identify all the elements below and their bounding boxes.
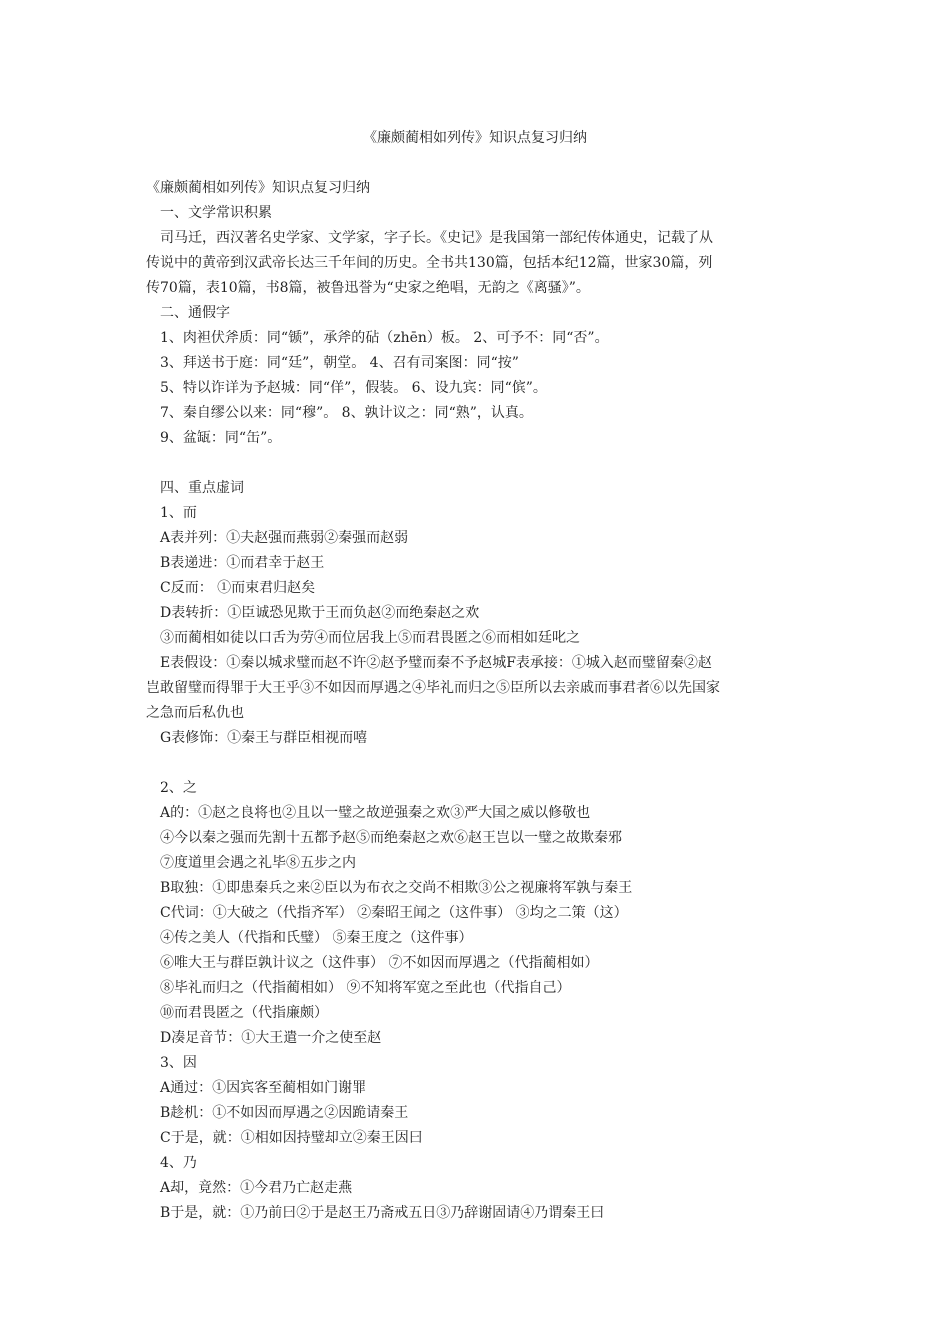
spacer [146, 751, 810, 776]
subsection-heading-er: 1、而 [160, 505, 197, 521]
list-item: C于是，就：①相如因持璧却立②秦王因曰 [160, 1130, 423, 1146]
section-heading-tongjiazi: 二、通假字 [160, 305, 230, 321]
section-heading-literary-knowledge: 一、文学常识积累 [160, 205, 272, 221]
list-item: C反而： ①而束君归赵矣 [160, 580, 316, 596]
list-item: A通过：①因宾客至蔺相如门谢罪 [160, 1080, 367, 1096]
list-item: 1、肉袒伏斧质：同“锧”，承斧的砧（zhēn）板。 2、可予不：同“否”。 [160, 330, 609, 346]
list-item: D表转折：①臣诚恐见欺于王而负赵②而绝秦赵之欢 [160, 605, 480, 621]
list-item: B取独：①即患秦兵之来②臣以为布衣之交尚不相欺③公之视廉将军孰与秦王 [160, 880, 633, 896]
list-item: 3、拜送书于庭：同“廷”，朝堂。 4、召有司案图：同“按” [160, 355, 519, 371]
list-item: ⑦度道里会遇之礼毕⑧五步之内 [160, 855, 356, 871]
list-item: ⑧毕礼而归之（代指蔺相如） ⑨不知将军宽之至此也（代指自己） [160, 980, 571, 996]
list-item: B趁机：①不如因而厚遇之②因跪请秦王 [160, 1105, 409, 1121]
spacer [146, 451, 810, 476]
list-item: A表并列：①夫赵强而燕弱②秦强而赵弱 [160, 530, 409, 546]
paragraph-line: 司马迁，西汉著名史学家、文学家，字子长。《史记》是我国第一部纪传体通史，记载了从 [160, 230, 713, 246]
subtitle: 《廉颇蔺相如列传》知识点复习归纳 [146, 180, 370, 196]
list-item: 之急而后私仇也 [146, 705, 244, 721]
section-heading-function-words: 四、重点虚词 [160, 480, 244, 496]
list-item: ⑥唯大王与群臣孰计议之（这件事） ⑦不如因而厚遇之（代指蔺相如） [160, 955, 599, 971]
list-item: 岂敢留璧而得罪于大王乎③不如因而厚遇之④毕礼而归之⑤臣所以去亲戚而事君者⑥以先国家 [146, 680, 720, 696]
document-title: 《廉颇蔺相如列传》知识点复习归纳 [363, 130, 587, 146]
list-item: B表递进：①而君幸于赵王 [160, 555, 325, 571]
paragraph-line: 传70篇，表10篇，书8篇，被鲁迅誉为“史家之绝唱，无韵之《离骚》”。 [146, 280, 590, 296]
document-body [146, 176, 810, 1226]
subsection-heading-zhi: 2、之 [160, 780, 197, 796]
list-item: ⑩而君畏匿之（代指廉颇） [160, 1005, 328, 1021]
list-item: D凑足音节：①大王遣一介之使至赵 [160, 1030, 382, 1046]
list-item: A的：①赵之良将也②且以一璧之故逆强秦之欢③严大国之威以修敬也 [160, 805, 591, 821]
list-item: 9、盆缻：同“缶”。 [160, 430, 282, 446]
list-item: E表假设：①秦以城求璧而赵不许②赵予璧而秦不予赵城F表承接：①城入赵而璧留秦②赵 [160, 655, 712, 671]
list-item: C代词：①大破之（代指齐军） ②秦昭王闻之（这件事） ③均之二策（这） [160, 905, 628, 921]
subsection-heading-nai: 4、乃 [160, 1155, 197, 1171]
paragraph-line: 传说中的黄帝到汉武帝长达三千年间的历史。全书共130篇，包括本纪12篇，世家30篇，列 [146, 255, 713, 271]
list-item: ③而蔺相如徒以口舌为劳④而位居我上⑤而君畏匿之⑥而相如廷叱之 [160, 630, 580, 646]
list-item: ④今以秦之强而先割十五都予赵⑤而绝秦赵之欢⑥赵王岂以一璧之故欺秦邪 [160, 830, 622, 846]
list-item: ④传之美人（代指和氏璧） ⑤秦王度之（这件事） [160, 930, 473, 946]
list-item: B于是，就：①乃前曰②于是赵王乃斋戒五日③乃辞谢固请④乃谓秦王曰 [160, 1205, 605, 1221]
list-item: 5、特以诈详为予赵城：同“佯”，假装。 6、设九宾：同“傧”。 [160, 380, 547, 396]
subsection-heading-yin: 3、因 [160, 1055, 197, 1071]
list-item: 7、秦自缪公以来：同“穆”。 8、孰计议之：同“熟”，认真。 [160, 405, 533, 421]
list-item: G表修饰：①秦王与群臣相视而嘻 [160, 730, 368, 746]
list-item: A却，竟然：①今君乃亡赵走燕 [160, 1180, 353, 1196]
